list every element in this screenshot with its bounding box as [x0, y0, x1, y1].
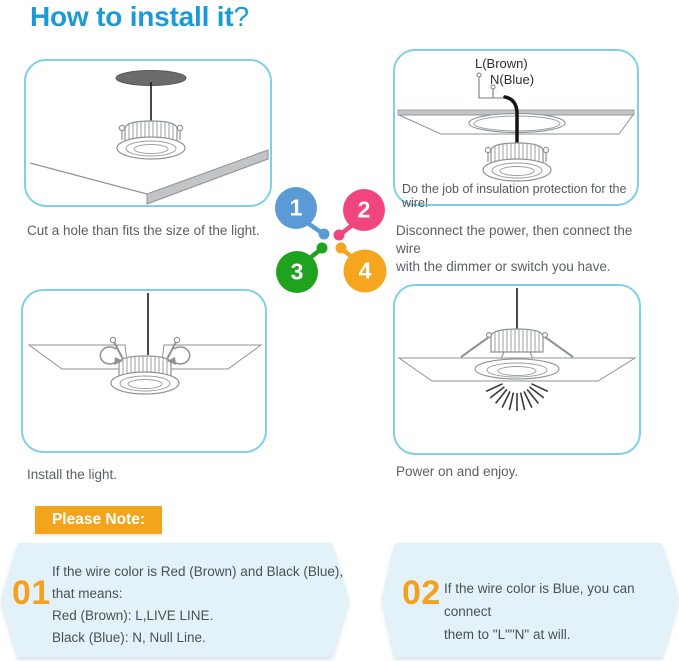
note-line: Black (Blue): N, Null Line.	[52, 630, 206, 645]
step-badge-1: 1	[289, 194, 303, 221]
downlight-illustration	[117, 121, 185, 159]
note-text-1	[52, 561, 343, 649]
caption-line: Power on and enjoy.	[396, 464, 519, 479]
caption-line: with the dimmer or switch you have.	[396, 259, 611, 274]
cut-hole-diagram-icon	[26, 61, 270, 205]
please-note-banner	[35, 506, 162, 534]
note-line: If the wire color is Blue, you can connect	[444, 581, 635, 619]
caption-line: Disconnect the power, then connect the wire	[396, 223, 633, 256]
power-on-diagram-icon	[395, 286, 639, 453]
note-line: that means:	[52, 586, 123, 601]
diagram-panel-power-on	[393, 284, 641, 455]
caption-line: Cut a hole than fits the size of the light.	[27, 223, 260, 238]
page-title	[30, 0, 249, 34]
wire-label-neutral: N(Blue)	[490, 72, 535, 87]
please-note-label: Please Note:	[51, 511, 146, 528]
step-caption-2	[396, 222, 656, 276]
ceiling-illustration	[399, 358, 635, 381]
step-number-blobs	[260, 180, 400, 300]
step-caption-4	[396, 463, 518, 481]
step-badge-2: 2	[357, 196, 371, 223]
diagram-panel-cut-hole	[24, 59, 272, 207]
install-light-diagram-icon	[23, 291, 265, 451]
page-title-text: How to install it	[30, 1, 234, 32]
wire-label-live: L(Brown)	[475, 56, 528, 71]
step-caption-1	[27, 222, 260, 240]
diagram-panel-connect-wire	[393, 49, 639, 210]
light-rays-icon	[486, 384, 548, 411]
note-line: them to "L""N" at will.	[444, 627, 571, 642]
note-line: Red (Brown): L,LIVE LINE.	[52, 608, 214, 623]
note-number-1: 01	[12, 574, 51, 612]
caption-line: Install the light.	[27, 467, 118, 482]
step-badge-3: 3	[290, 258, 304, 285]
note-line: If the wire color is Red (Brown) and Black (Blue),	[52, 564, 344, 579]
step-caption-3	[27, 466, 117, 484]
note-number-2: 02	[402, 574, 441, 612]
diagram-panel-install-light	[21, 289, 267, 453]
note-text-2	[444, 577, 679, 646]
insulation-note: Do the job of insulation protection for the wire!	[402, 182, 627, 210]
step-badge-4: 4	[358, 257, 372, 284]
title-question-mark: ?	[233, 1, 249, 32]
downlight-illustration	[483, 143, 551, 181]
